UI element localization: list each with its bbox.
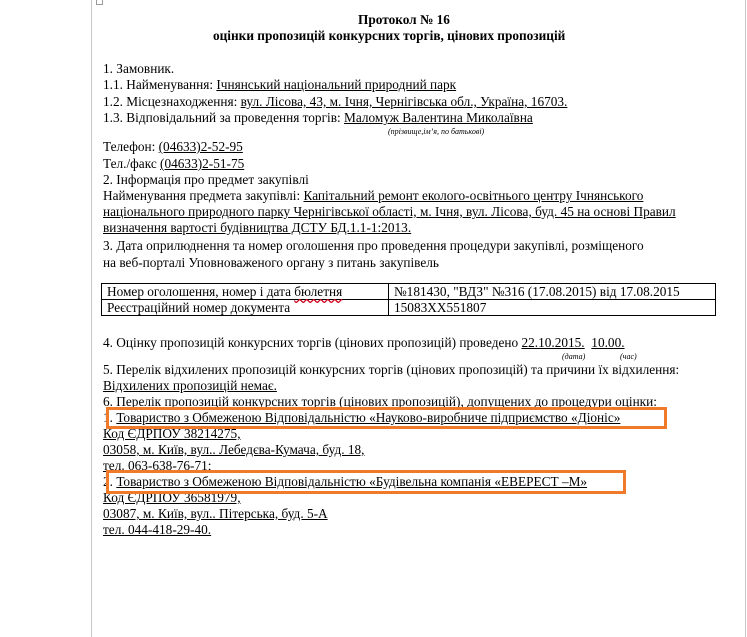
evaluation-text: 4. Оцінку пропозицій конкурсних торгів (цінових пропозицій) проведено <box>103 335 522 350</box>
participant-number: 2. <box>103 474 113 489</box>
evaluation-date: 22.10.2015. <box>521 335 585 350</box>
table-cell: Номер оголошення, номер і дата бюлетня <box>102 284 389 300</box>
participant-code: Код ЄДРПОУ 38214275, <box>103 426 241 441</box>
responsible-value: Маломуж Валентина Миколаївна <box>344 110 533 125</box>
participant-number: 1. <box>103 410 113 425</box>
subject-value-1: Капітальний ремонт еколого-освітнього центру Ічнянського <box>303 188 644 203</box>
table-row <box>102 284 716 300</box>
text-boundary-marker <box>96 0 103 5</box>
subject-label: Найменування предмета закупівлі: <box>103 188 304 203</box>
evaluation-time: 10.00. <box>591 335 625 350</box>
participant-2-highlight-box <box>106 470 626 494</box>
subject-value-2: національного природного парку Чернігівської області, м. Ічня, вул. Лісова, буд. 45 на основі Правил <box>103 204 676 219</box>
subject-value-3: визначення вартості будівництва ДСТУ БД.1.1-1:2013. <box>103 220 412 235</box>
participant-name: Товариство з Обмеженою Відповідальністю «Науково-виробниче підприємство «Діоніс» <box>116 410 621 425</box>
page-right-edge <box>745 0 746 637</box>
announcement-line-1: 3. Дата оприлюднення та номер оголошення про проведення процедури закупівлі, розміщеного <box>103 238 644 253</box>
participant-phone: тел. 044-418-29-40. <box>103 522 212 537</box>
customer-location-value: вул. Лісова, 43, м. Ічня, Чернігівська обл., Україна, 16703. <box>240 94 568 109</box>
customer-location-label: 1.2. Місцезнаходження: <box>103 94 241 109</box>
phone-row <box>103 139 243 155</box>
participant-1-highlight-box <box>106 407 667 429</box>
registration-table <box>101 283 716 316</box>
rejected-text: Відхилених пропозицій немає. <box>103 378 277 393</box>
evaluation-row <box>103 335 625 351</box>
responsible-label: 1.3. Відповідальний за проведення торгів: <box>103 110 345 125</box>
customer-heading: 1. Замовник. <box>103 61 175 76</box>
table-cell: №181430, "ВДЗ" №316 (17.08.2015) від 17.08.2015 <box>389 284 716 300</box>
fax-row <box>103 156 244 172</box>
phone-value: (04633)2-52-95 <box>158 139 243 154</box>
participant-address: 03087, м. Київ, вул.. Пітерська, буд. 5-А <box>103 506 328 521</box>
time-note: (час) <box>620 352 637 361</box>
participant-phone: тел. 063-638-76-71; <box>103 458 212 473</box>
subject-line-1 <box>103 188 643 204</box>
subject-heading: 2. Інформація про предмет закупівлі <box>103 172 309 187</box>
customer-name-value: Ічнянський національний природний парк <box>216 77 457 92</box>
table-row <box>102 300 716 316</box>
fax-value: (04633)2-51-75 <box>160 156 245 171</box>
fax-label: Тел./факс <box>103 156 161 171</box>
rejected-heading: 5. Перелік відхилених пропозицій конкурсних торгів (цінових пропозицій) та причини їх відхилення: <box>103 362 680 377</box>
customer-location-row <box>103 94 567 110</box>
customer-name-row <box>103 77 456 93</box>
table-cell: 15083ХХ551807 <box>389 300 716 316</box>
customer-name-label: 1.1. Найменування: <box>103 77 217 92</box>
participants-heading: 6. Перелік пропозицій конкурсних торгів (цінових пропозицій), допущених до процедури оцінки: <box>103 394 657 409</box>
protocol-title: Протокол № 16 <box>358 12 450 27</box>
responsible-row <box>103 110 533 126</box>
phone-label: Телефон: <box>103 139 159 154</box>
responsible-note: (прізвище,ім’я, по батькові) <box>388 127 485 136</box>
protocol-subtitle: оцінки пропозицій конкурсних торгів, цінових пропозицій <box>213 28 566 43</box>
date-note: (дата) <box>562 352 586 361</box>
participant-address: 03058, м. Київ, вул.. Лебедєва-Кумача, буд. 18, <box>103 442 365 457</box>
misspelled-word: бюлетня <box>294 284 343 299</box>
participant-name: Товариство з Обмеженою Відповідальністю «Будівельна компанія «ЕВЕРЕСТ –М» <box>116 474 588 489</box>
announcement-line-2: на веб-порталі Уповноваженого органу з питань закупівель <box>103 255 439 270</box>
participant-code: Код ЄДРПОУ 36581979, <box>103 490 241 505</box>
table-cell: Реєстраційний номер документа <box>102 300 389 316</box>
page-left-edge <box>91 0 92 637</box>
